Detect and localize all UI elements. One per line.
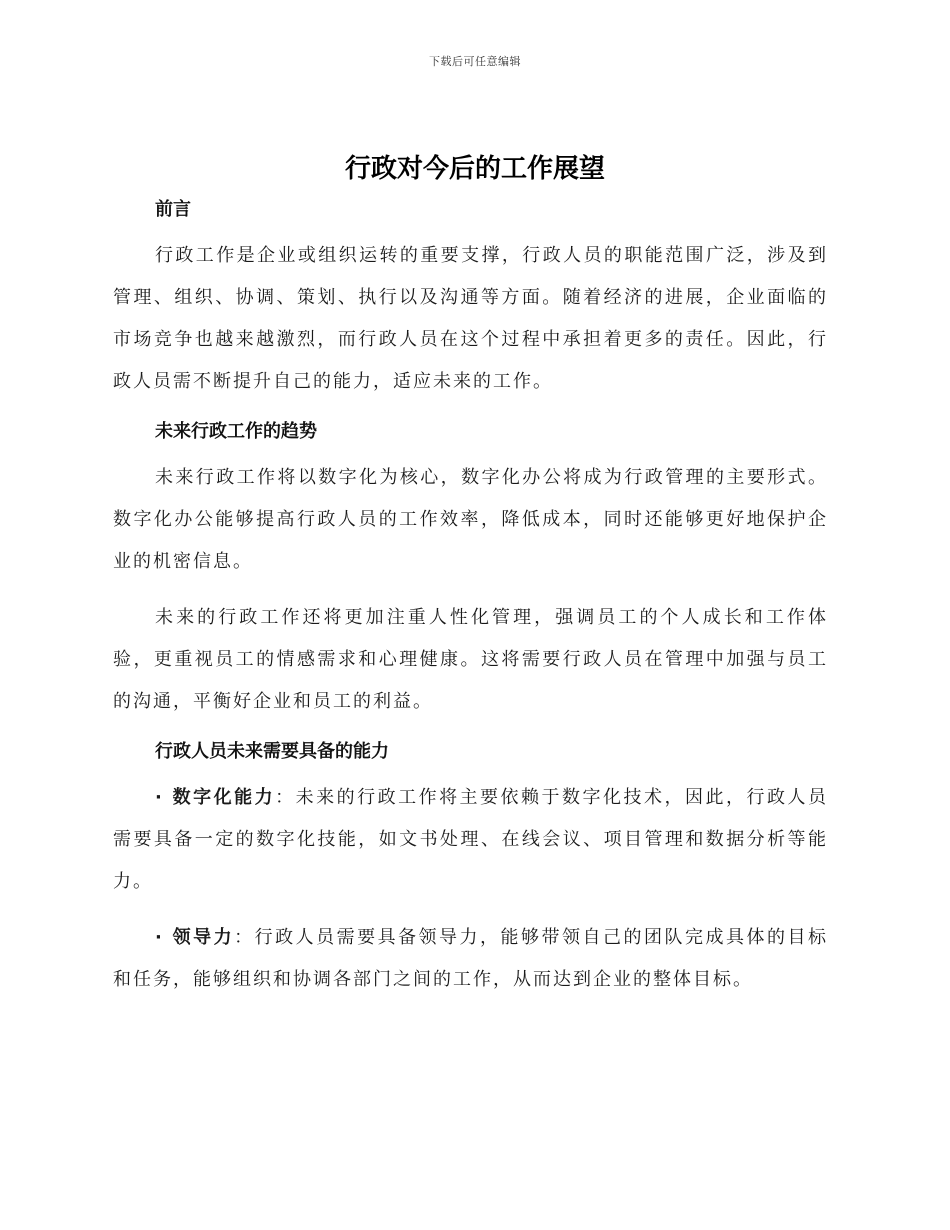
section-heading-abilities: 行政人员未来需要具备的能力 (155, 741, 389, 762)
section-heading-preface: 前言 (155, 199, 191, 220)
document-body (113, 195, 828, 1001)
ability-item-leadership (113, 917, 828, 1001)
trends-paragraph-1: 未来行政工作将以数字化为核心，数字化办公将成为行政管理的主要形式。数字化办公能够提高行政人员的工作效率，降低成本，同时还能够更好地保护企业的机密信息。 (113, 467, 828, 572)
ability-text-digital: ：未来的行政工作将主要依赖于数字化技术，因此，行政人员需要具备一定的数字化技能，如文书处理、在线会议、项目管理和数据分析等能力。 (113, 787, 829, 892)
section-heading-trends: 未来行政工作的趋势 (155, 421, 317, 442)
ability-item-digital (113, 777, 828, 903)
header-note: 下载后可任意编辑 (429, 55, 521, 68)
ability-text-leadership: ：行政人员需要具备领导力，能够带领自己的团队完成具体的目标和任务，能够组织和协调各部门之间的工作，从而达到企业的整体目标。 (113, 927, 828, 990)
ability-label-leadership: · 领导力 (155, 927, 235, 948)
trends-paragraph-2: 未来的行政工作还将更加注重人性化管理，强调员工的个人成长和工作体验，更重视员工的情感需求和心理健康。这将需要行政人员在管理中加强与员工的沟通，平衡好企业和员工的利益。 (113, 607, 828, 712)
preface-paragraph: 行政工作是企业或组织运转的重要支撑，行政人员的职能范围广泛，涉及到管理、组织、协调、策划、执行以及沟通等方面。随着经济的进展，企业面临的市场竞争也越来越激烈，而行政人员在这个过程中承担着更多的责任。因此，行政人员需不断提升自己的能力，适应未来的工作。 (113, 245, 828, 392)
ability-label-digital: · 数字化能力 (155, 787, 276, 808)
document-title: 行政对今后的工作展望 (344, 154, 605, 184)
